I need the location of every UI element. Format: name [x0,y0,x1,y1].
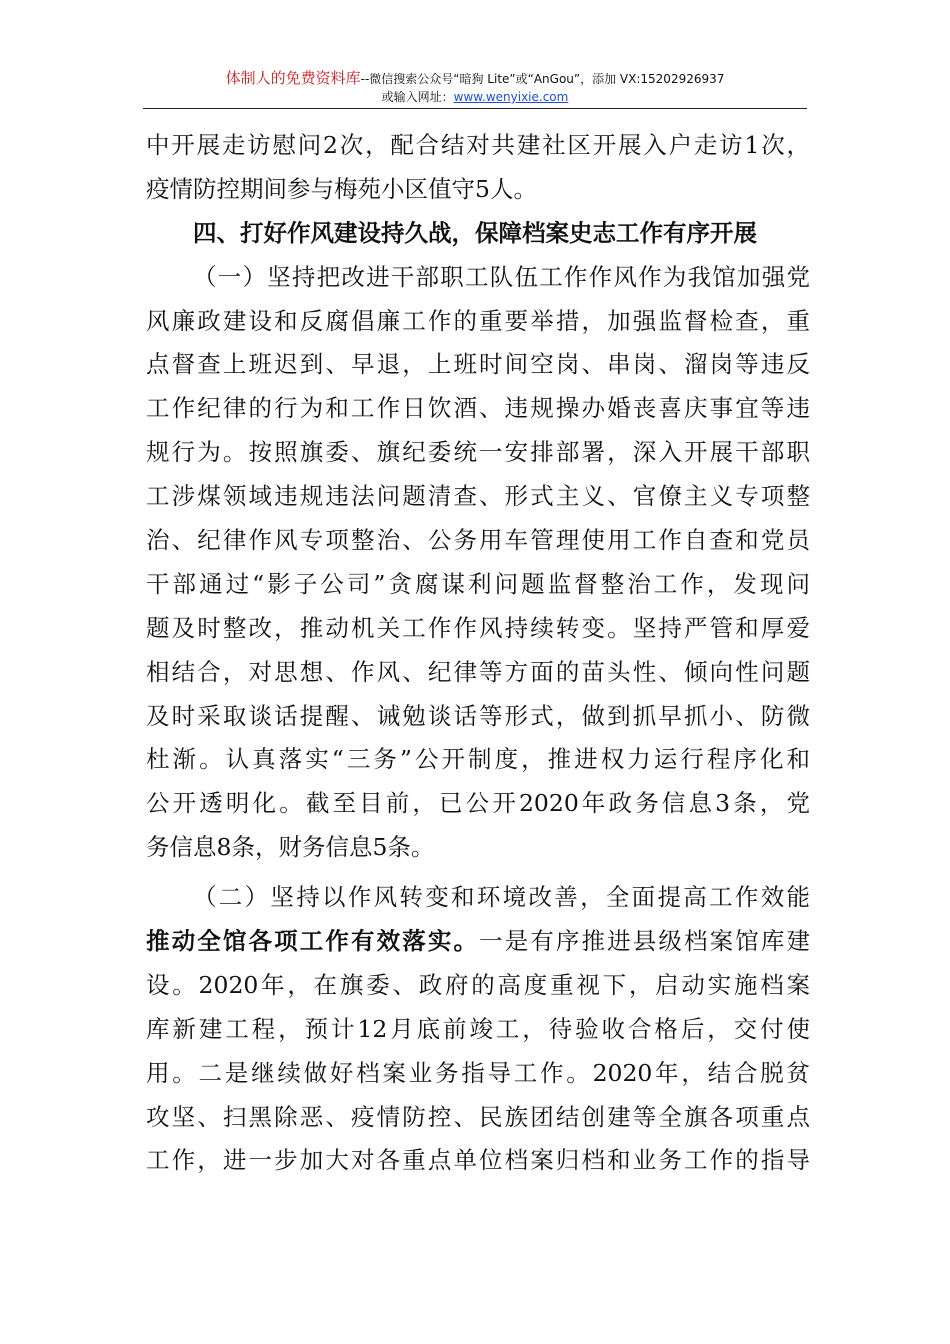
text-line: 设。2020年，在旗委、政府的高度重视下，启动实施档案 [146,970,810,999]
text-line: 题及时整改，推动机关工作作风持续转变。坚持严管和厚爱 [146,613,810,642]
text-line: 疫情防控期间参与梅苑小区值守5人。 [146,174,537,203]
text-line: 工作，进一步加大对各重点单位档案归档和业务工作的指导 [146,1146,810,1175]
text-line: 规行为。按照旗委、旗纪委统一安排部署，深入开展干部职 [146,438,810,467]
text-line: 点督查上班迟到、早退，上班时间空岗、串岗、溜岗等违反 [146,350,810,379]
website-link[interactable]: www.wenyixie.com [453,90,569,104]
text-line: 公开透明化。截至目前，已公开2020年政务信息3条，党 [146,789,810,818]
text-line: 攻坚、扫黑除恶、疫情防控、民族团结创建等全旗各项重点 [146,1102,810,1131]
section-heading: 四、打好作风建设持久战，保障档案史志工作有序开展 [193,218,757,247]
header-banner [143,70,807,87]
text-line: 及时采取谈话提醒、诫勉谈话等形式，做到抓早抓小、防微 [146,701,810,730]
text-line: 务信息8条，财务信息5条。 [146,833,435,862]
text-line: 干部通过“影子公司”贪腐谋利问题监督整治工作，发现问 [146,569,810,598]
text-line: （二）坚持以作风转变和环境改善，全面提高工作效能 [193,883,810,912]
text-line: 用。二是继续做好档案业务指导工作。2020年，结合脱贫 [146,1058,810,1087]
bold-lead: 推动全馆各项工作有效落实。 [146,927,480,956]
document-body [146,124,810,1183]
header-info: --微信搜索公众号“暗狗 Lite”或“AnGou”，添加 VX:15202926937 [360,72,725,86]
text-line: 治、纪律作风专项整治、公务用车管理使用工作自查和党员 [146,526,810,555]
brand-name: 体制人的免费资料库 [225,69,361,87]
url-label: 或输入网址： [381,90,454,104]
text-line: 库新建工程，预计12月底前竣工，待验收合格后，交付使 [146,1014,810,1043]
text-line: 中开展走访慰问2次，配合结对共建社区开展入户走访1次， [146,131,810,159]
header-url-line [143,89,807,105]
text-line: 风廉政建设和反腐倡廉工作的重要举措，加强监督检查，重 [146,306,810,335]
text-line: （一）坚持把改进干部职工队伍工作作风作为我馆加强党 [193,262,810,291]
text-line: 工作纪律的行为和工作日饮酒、违规操办婚丧喜庆事宜等违 [146,394,810,423]
text-line: 相结合，对思想、作风、纪律等方面的苗头性、倾向性问题 [146,657,810,686]
text-line: 工涉煤领域违规违法问题清查、形式主义、官僚主义专项整 [146,482,810,511]
text-line: 杜渐。认真落实“三务”公开制度，推进权力运行程序化和 [146,745,810,774]
text-line [146,920,810,964]
page-header [143,70,807,109]
text-run: 一是有序推进县级档案馆库建 [479,927,811,956]
